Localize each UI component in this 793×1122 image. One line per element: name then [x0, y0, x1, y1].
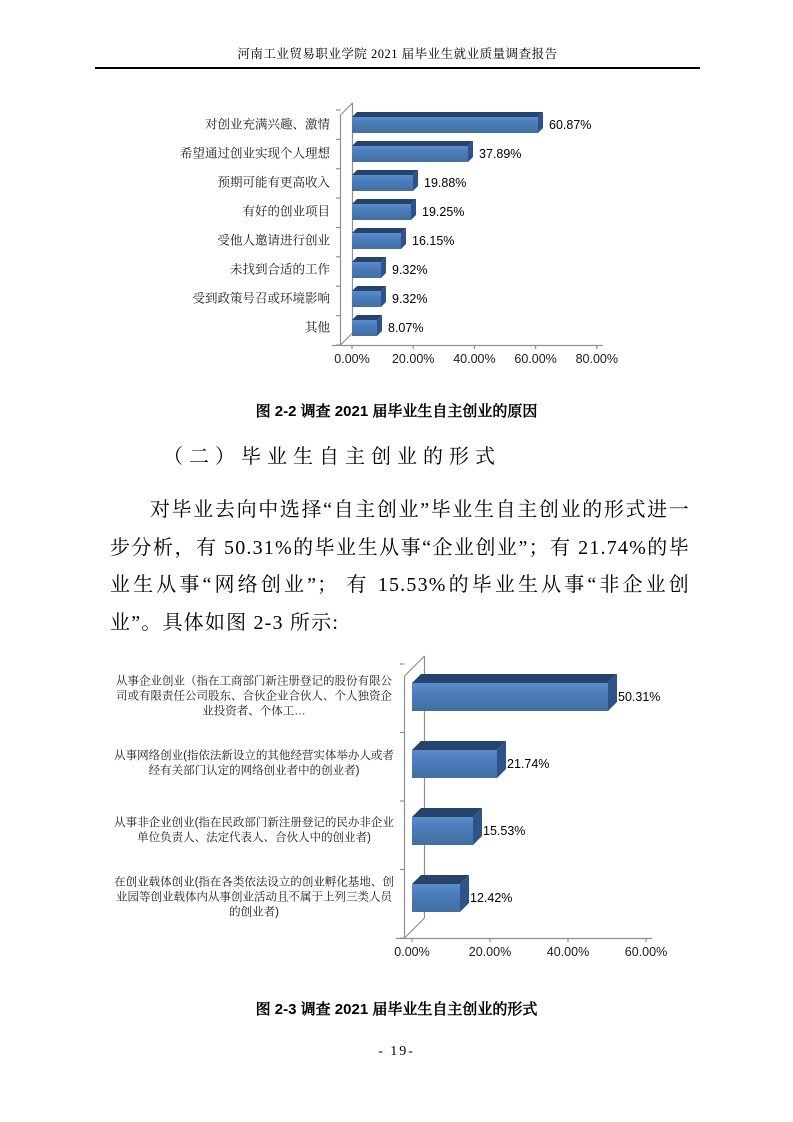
bar-data-label: 19.25%: [422, 205, 465, 219]
category-label: 预期可能有更高收入: [217, 175, 330, 190]
bar: [412, 750, 497, 778]
bar-data-label: 15.53%: [483, 824, 526, 838]
bar-data-label: 50.31%: [618, 690, 661, 704]
bar: [352, 262, 381, 278]
bar-front-face: [352, 233, 401, 249]
category-label: 对创业充满兴趣、激情: [204, 117, 330, 132]
bar-data-label: 21.74%: [507, 757, 550, 771]
bar-front-face: [352, 117, 538, 133]
x-axis-tick-label: 40.00%: [546, 945, 590, 959]
bar-front-face: [412, 750, 497, 778]
category-label: 受到政策号召或环境影响: [192, 291, 330, 306]
bar-top-face: [412, 674, 617, 683]
figure-2-2-chart: [152, 103, 662, 375]
category-label: 受他人邀请进行创业: [217, 233, 330, 248]
figure-2-3-chart: [112, 656, 690, 970]
x-axis-tick-label: 80.00%: [575, 352, 618, 366]
bar-front-face: [412, 683, 608, 711]
bar-data-label: 12.42%: [470, 891, 513, 905]
x-axis-tick-label: 60.00%: [514, 352, 557, 366]
bar: [352, 117, 538, 133]
category-label: 希望通过创业实现个人理想: [179, 146, 330, 161]
bar-front-face: [352, 262, 381, 278]
x-axis-tick-label: 0.00%: [334, 352, 370, 366]
bar-front-face: [352, 291, 381, 307]
x-axis-tick-label: 20.00%: [468, 945, 512, 959]
bar-data-label: 9.32%: [392, 292, 428, 306]
x-axis-tick-label: 40.00%: [453, 352, 496, 366]
bar-front-face: [412, 817, 473, 845]
bar-top-face: [412, 741, 506, 750]
bar: [412, 817, 473, 845]
bar-front-face: [352, 146, 468, 162]
bar-front-face: [412, 884, 460, 912]
category-label: 从事网络创业(指依法新设立的其他经营实体举办人或者经有关部门认定的网络创业者中的创业者): [114, 750, 394, 777]
page-header: 河南工业贸易职业学院 2021 届毕业生就业质量调查报告: [237, 47, 558, 61]
bar-front-face: [352, 175, 413, 191]
bar-front-face: [352, 204, 411, 220]
bar: [352, 233, 401, 249]
figure-2-2-caption: 图 2-2 调查 2021 届毕业生自主创业的原因: [255, 403, 538, 420]
category-label: 有好的创业项目: [242, 204, 330, 219]
bar: [352, 204, 411, 220]
category-label: 未找到合适的工作: [229, 262, 330, 277]
bar-data-label: 19.88%: [424, 176, 467, 190]
bar-front-face: [352, 320, 377, 336]
bar-data-label: 60.87%: [549, 118, 592, 132]
bar-data-label: 8.07%: [388, 321, 424, 335]
figure-2-3-caption: 图 2-3 调查 2021 届毕业生自主创业的形式: [255, 1001, 538, 1018]
bar: [412, 884, 460, 912]
category-label: 其他: [304, 320, 330, 335]
x-axis-tick-label: 0.00%: [394, 945, 430, 959]
bar-top-face: [412, 808, 482, 817]
section-heading: （二）毕业生自主创业的形式: [163, 446, 501, 468]
bar: [352, 291, 381, 307]
bar: [412, 683, 608, 711]
bar: [352, 175, 413, 191]
bar-top-face: [412, 875, 469, 884]
bar: [352, 320, 377, 336]
header-divider: [95, 67, 700, 69]
bar: [352, 146, 468, 162]
category-label: 在创业载体创业(指在各类依法设立的创业孵化基地、创业园等创业载体内从事创业活动且不属于上列三类人员的创业者): [114, 876, 394, 919]
bar-data-label: 9.32%: [392, 263, 428, 277]
x-axis-tick-label: 20.00%: [391, 352, 435, 366]
bar-data-label: 16.15%: [412, 234, 455, 248]
category-label: 从事企业创业（指在工商部门新注册登记的股份有限公司或有限责任公司股东、合伙企业合伙人、个人独资企业投资者、个体工…: [116, 675, 392, 718]
body-paragraph: 对毕业去向中选择“自主创业”毕业生自主创业的形式进一步分析，有 50.31%的毕业生从事“企业创业”；有 21.74%的毕业生从事“网络创业”； 有 15.53%的毕业生从事“非企业创业”。具体如图 2-3 所示:: [110, 499, 690, 634]
page-number: - 19-: [378, 1044, 415, 1059]
bar-data-label: 37.89%: [479, 147, 522, 161]
category-label: 从事非企业创业(指在民政部门新注册登记的民办非企业单位负责人、法定代表人、合伙人中的创业者): [114, 817, 394, 844]
x-axis-tick-label: 60.00%: [624, 945, 668, 959]
